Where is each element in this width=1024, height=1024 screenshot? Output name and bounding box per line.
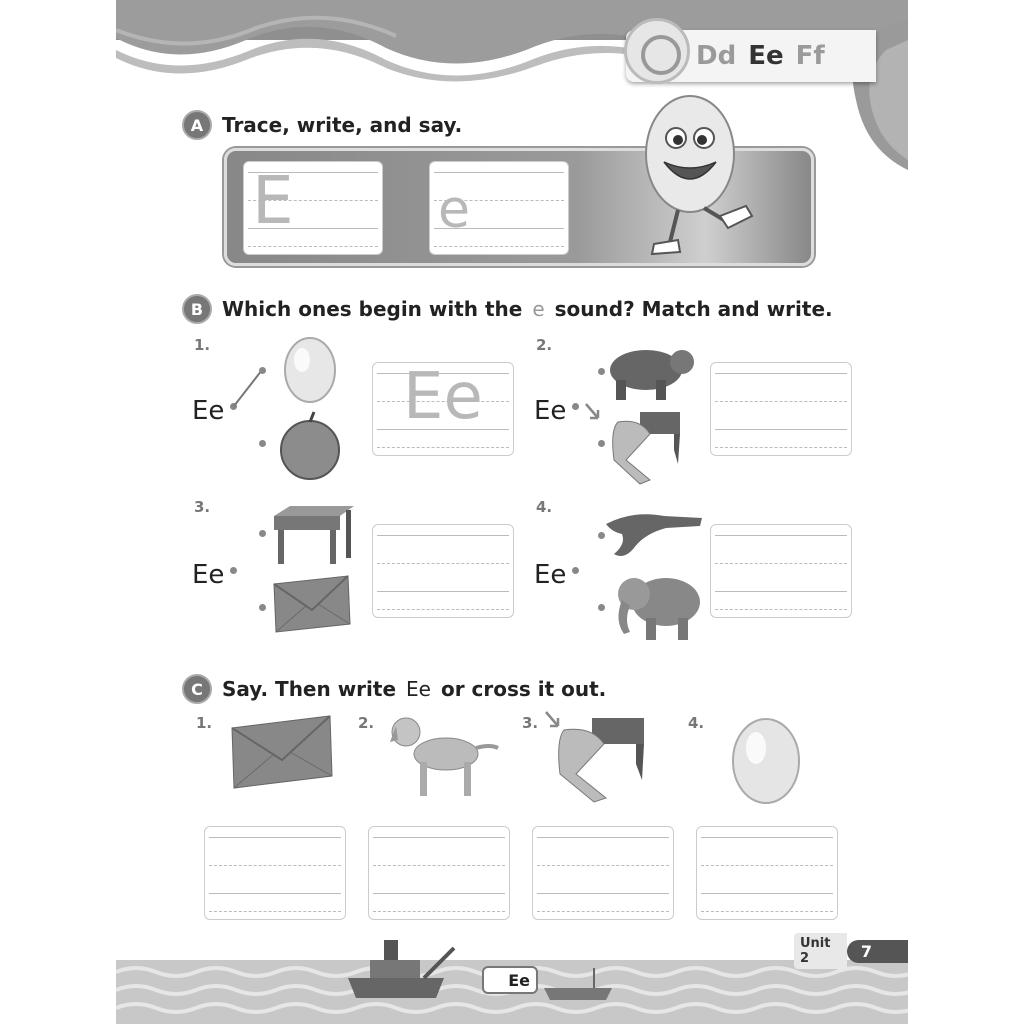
section-c-heading (182, 674, 606, 704)
c-item-1-write-box[interactable] (204, 826, 346, 920)
dog-icon (386, 714, 502, 800)
trace-box-upper[interactable] (243, 161, 383, 255)
b-item-1-label: Ee (192, 396, 225, 426)
b-item-3-label: Ee (192, 560, 225, 590)
current-letter: Ee (748, 41, 784, 71)
egg-icon (282, 336, 338, 404)
alligator-icon (604, 504, 704, 562)
arrow-icon (584, 402, 602, 422)
page-number: 7 (847, 940, 908, 963)
b-item-3-desk-dot[interactable] (259, 530, 266, 537)
egg-icon (730, 716, 802, 806)
envelope-icon (272, 574, 352, 634)
section-a-instruction: Trace, write, and say. (222, 113, 463, 137)
c-item-3-write-box[interactable] (532, 826, 674, 920)
b-item-2-number: 2. (536, 336, 553, 354)
section-a-heading (182, 110, 462, 140)
b-item-2-label: Ee (534, 396, 567, 426)
b-item-1-egg-dot[interactable] (259, 367, 266, 374)
b-item-4-write-box[interactable] (710, 524, 852, 618)
section-b-badge: B (182, 294, 212, 324)
section-a-badge: A (182, 110, 212, 140)
bear-icon (604, 342, 696, 402)
unit-tab (794, 938, 908, 964)
paper-roll-icon (624, 18, 690, 84)
trace-letter-lower: e (438, 180, 470, 240)
trace-letter-upper: E (252, 162, 294, 239)
b-item-1-write-box[interactable] (372, 362, 514, 456)
b-item-4-label-dot[interactable] (572, 567, 579, 574)
ships-icon (344, 938, 614, 1008)
b-item-3-number: 3. (194, 498, 211, 516)
prev-letter: Dd (696, 41, 737, 71)
c-item-4-number: 4. (688, 714, 705, 732)
b-item-2-label-dot[interactable] (572, 403, 579, 410)
next-letter: Ff (795, 41, 825, 71)
trace-box-lower[interactable] (429, 161, 569, 255)
section-b-heading (182, 294, 833, 324)
b-item-4-label: Ee (534, 560, 567, 590)
c-item-2-number: 2. (358, 714, 375, 732)
c-item-2-write-box[interactable] (368, 826, 510, 920)
section-c-instruction-pre: Say. Then write (222, 677, 397, 701)
b-item-1-number: 1. (194, 336, 211, 354)
section-b-instruction-pre: Which ones begin with the (222, 297, 523, 321)
section-c-letters: Ee (406, 677, 431, 701)
elbow-icon (556, 716, 652, 804)
envelope-icon (230, 714, 334, 790)
apple-icon (276, 410, 344, 480)
c-item-1-number: 1. (196, 714, 213, 732)
unit-label: Unit 2 (794, 933, 847, 969)
b-item-1-apple-dot[interactable] (259, 440, 266, 447)
footer-letter-tag: Ee (482, 966, 538, 994)
section-b-instruction-post: sound? Match and write. (554, 297, 833, 321)
egg-mascot-icon (624, 92, 774, 267)
b-item-4-number: 4. (536, 498, 553, 516)
b-item-4-elephant-dot[interactable] (598, 604, 605, 611)
b-item-2-write-box[interactable] (710, 362, 852, 456)
workbook-page (116, 0, 908, 1024)
elbow-icon (610, 410, 686, 486)
section-b-letter: e (532, 297, 545, 321)
b-item-2-elbow-dot[interactable] (598, 440, 605, 447)
section-c-instruction-post: or cross it out. (440, 677, 607, 701)
desk-icon (270, 504, 356, 566)
b-item-3-write-box[interactable] (372, 524, 514, 618)
b-item-3-label-dot[interactable] (230, 567, 237, 574)
c-item-4-write-box[interactable] (696, 826, 838, 920)
b-item-1-example: Ee (403, 362, 483, 434)
section-c-badge: C (182, 674, 212, 704)
b-item-3-envelope-dot[interactable] (259, 604, 266, 611)
elephant-icon (612, 570, 702, 642)
c-item-3-number: 3. (522, 714, 539, 732)
